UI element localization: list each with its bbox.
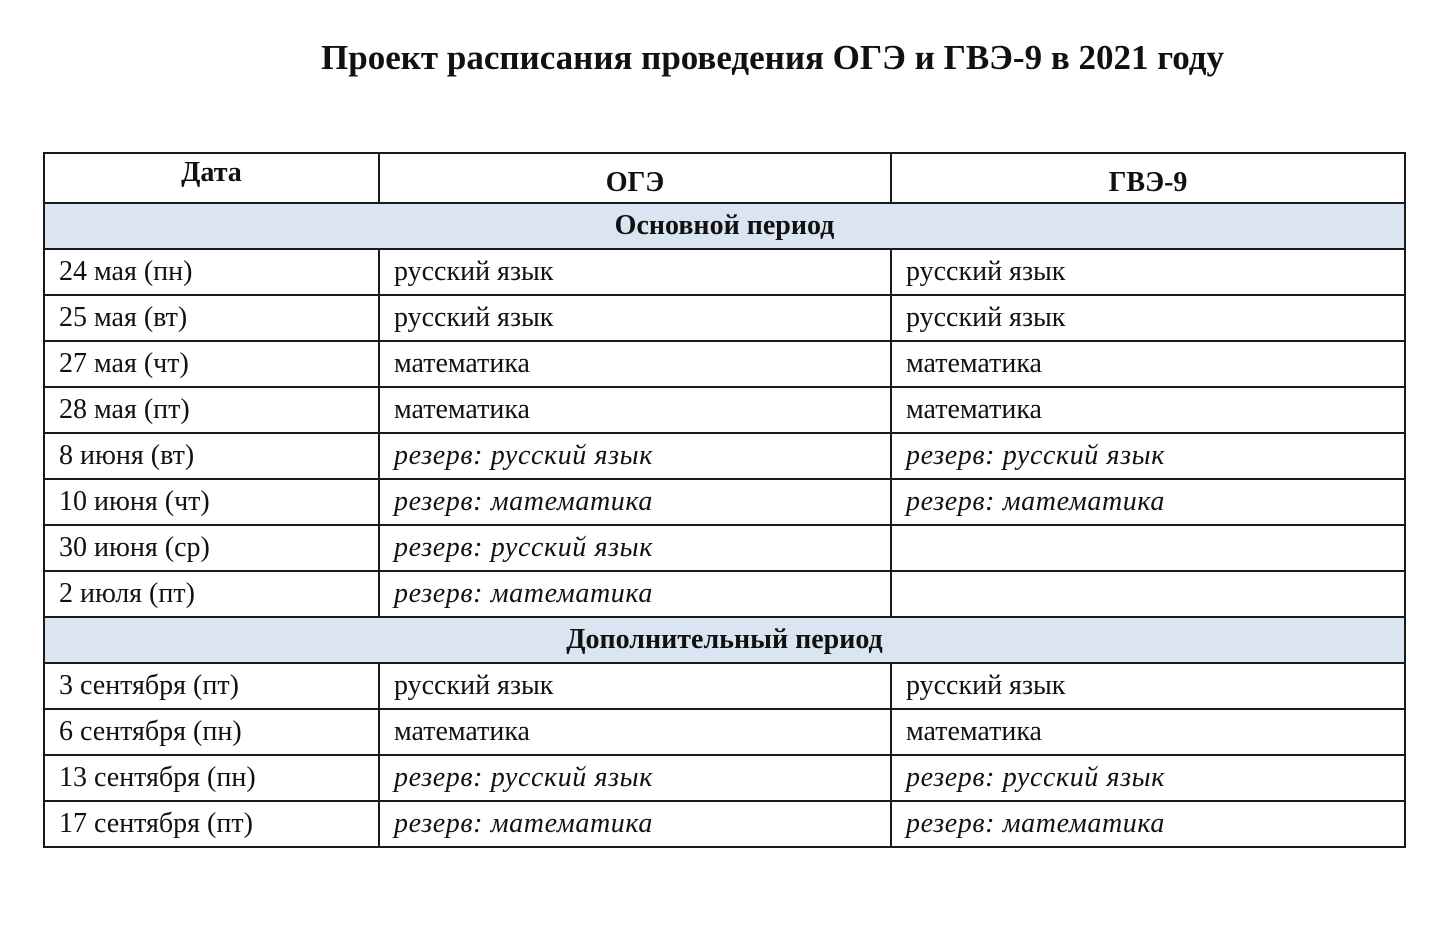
date-cell: 30 июня (ср) — [44, 525, 379, 571]
oge-cell: русский язык — [379, 663, 891, 709]
section-row-additional — [44, 617, 1405, 663]
schedule-table — [43, 152, 1406, 848]
gve-cell — [891, 525, 1405, 571]
gve-cell: резерв: математика — [891, 801, 1405, 847]
table-row — [44, 755, 1405, 801]
date-cell: 25 мая (вт) — [44, 295, 379, 341]
gve-cell — [891, 571, 1405, 617]
section-label: Дополнительный период — [44, 617, 1405, 663]
table-row — [44, 433, 1405, 479]
date-cell: 6 сентября (пн) — [44, 709, 379, 755]
table-row — [44, 341, 1405, 387]
gve-cell: русский язык — [891, 249, 1405, 295]
gve-cell: резерв: русский язык — [891, 755, 1405, 801]
table-row — [44, 249, 1405, 295]
gve-cell: математика — [891, 341, 1405, 387]
date-cell: 17 сентября (пт) — [44, 801, 379, 847]
header-date: Дата — [44, 153, 379, 203]
oge-cell: математика — [379, 387, 891, 433]
header-oge: ОГЭ — [379, 153, 891, 203]
oge-cell: математика — [379, 709, 891, 755]
date-cell: 2 июля (пт) — [44, 571, 379, 617]
header-gve: ГВЭ-9 — [891, 153, 1405, 203]
oge-cell: резерв: русский язык — [379, 755, 891, 801]
gve-cell: математика — [891, 709, 1405, 755]
oge-cell: русский язык — [379, 295, 891, 341]
section-row-main — [44, 203, 1405, 249]
date-cell: 13 сентября (пн) — [44, 755, 379, 801]
oge-cell: резерв: математика — [379, 571, 891, 617]
gve-cell: резерв: математика — [891, 479, 1405, 525]
table-row — [44, 387, 1405, 433]
table-row — [44, 801, 1405, 847]
date-cell: 8 июня (вт) — [44, 433, 379, 479]
oge-cell: резерв: математика — [379, 801, 891, 847]
header-row — [44, 153, 1405, 203]
section-label: Основной период — [44, 203, 1405, 249]
gve-cell: математика — [891, 387, 1405, 433]
table-row — [44, 571, 1405, 617]
table-row — [44, 663, 1405, 709]
date-cell: 27 мая (чт) — [44, 341, 379, 387]
table-row — [44, 295, 1405, 341]
date-cell: 10 июня (чт) — [44, 479, 379, 525]
page-title: Проект расписания проведения ОГЭ и ГВЭ-9 в 2021 году — [321, 38, 1224, 77]
oge-cell: резерв: русский язык — [379, 433, 891, 479]
oge-cell: математика — [379, 341, 891, 387]
gve-cell: русский язык — [891, 663, 1405, 709]
table-row — [44, 479, 1405, 525]
table-row — [44, 709, 1405, 755]
date-cell: 28 мая (пт) — [44, 387, 379, 433]
table-row — [44, 525, 1405, 571]
gve-cell: резерв: русский язык — [891, 433, 1405, 479]
oge-cell: резерв: математика — [379, 479, 891, 525]
date-cell: 24 мая (пн) — [44, 249, 379, 295]
gve-cell: русский язык — [891, 295, 1405, 341]
oge-cell: русский язык — [379, 249, 891, 295]
oge-cell: резерв: русский язык — [379, 525, 891, 571]
date-cell: 3 сентября (пт) — [44, 663, 379, 709]
